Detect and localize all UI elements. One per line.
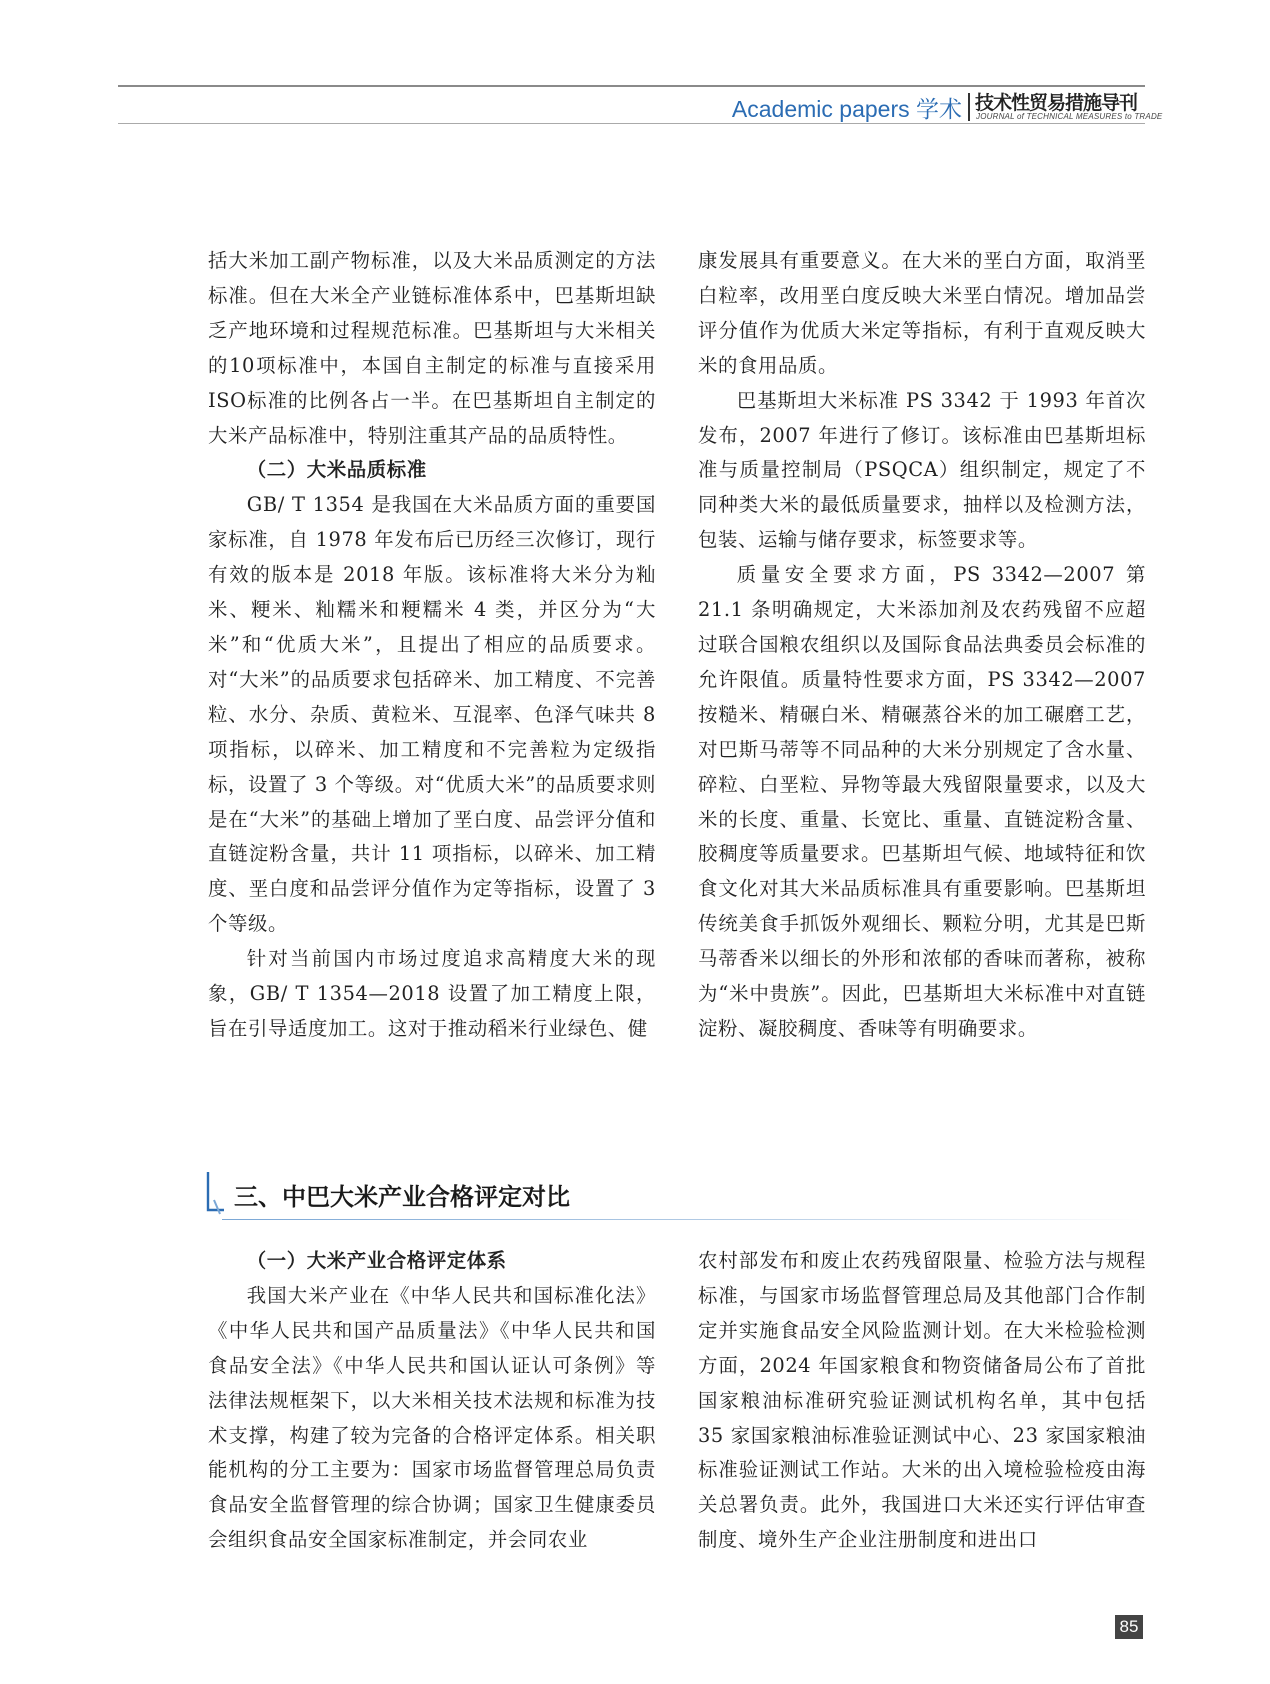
subsection-heading-conformity-system: （一）大米产业合格评定体系	[246, 1249, 507, 1272]
paragraph: 针对当前国内市场过度追求高精度大米的现象，GB/ T 1354—2018 设置了加工精度上限，旨在引导适度加工。这对于推动稻米行业绿色、健	[208, 947, 656, 1040]
page-number: 85	[1115, 1615, 1143, 1639]
paragraph: 巴基斯坦大米标准 PS 3342 于 1993 年首次发布，2007 年进行了修订。该标准由巴基斯坦标准与质量控制局（PSQCA）组织制定，规定了不同种类大米的最低质量要求，抽样以及检测方法，包装、运输与储存要求，标签要求等。	[698, 388, 1146, 552]
journal-title: 技术性贸易措施导刊	[975, 92, 1138, 114]
header-separator	[968, 93, 970, 121]
section-title: 三、中巴大米产业合格评定对比	[234, 1183, 570, 1211]
journal-subtitle: JOURNAL of TECHNICAL MEASURES to TRADE	[976, 112, 1163, 121]
header-top-rule	[118, 85, 1145, 87]
paragraph: 康发展具有重要意义。在大米的垩白方面，取消垩白粒率，改用垩白度反映大米垩白情况。增加品尝评分值作为优质大米定等指标，有利于直观反映大米的食用品质。	[698, 249, 1146, 377]
subsection-heading-rice-quality: （二）大米品质标准	[246, 458, 427, 482]
paragraph: 我国大米产业在《中华人民共和国标准化法》《中华人民共和国产品质量法》《中华人民共和国食品安全法》《中华人民共和国认证认可条例》等法律法规框架下，以大米相关技术法规和标准为技术支撑，构建了较为完备的合格评定体系。相关职能机构的分工主要为：国家市场监督管理总局负责食品安全监督管理的综合协调；国家卫生健康委员会组织食品安全国家标准制定，并会同农业	[208, 1283, 656, 1552]
column-left-top	[208, 244, 656, 1047]
column-right-top	[698, 244, 1146, 1047]
paragraph: GB/ T 1354 是我国在大米品质方面的重要国家标准，自 1978 年发布后已历经三次修订，现行有效的版本是 2018 年版。该标准将大米分为籼米、粳米、籼糯米和粳糯米 4 类，并区分为“大米”和“优质大米”，且提出了相应的品质要求。对“大米”的品质要求包括碎米、加工精度、不完善粒、水分、杂质、黄粒米、互混率、色泽气味共 8 项指标，以碎米、加工精度和不完善粒为定级指标，设置了 3 个等级。对“优质大米”的品质要求则是在“大米”的基础上增加了垩白度、品尝评分值和直链淀粉含量，共计 11 项指标，以碎米、加工精度、垩白度和品尝评分值作为定等指标，设置了 3 个等级。	[208, 493, 656, 936]
paragraph: 质量安全要求方面，PS 3342—2007 第 21.1 条明确规定，大米添加剂及农药残留不应超过联合国粮农组织以及国际食品法典委员会标准的允许限值。质量特性要求方面，PS 3342—2007 按糙米、精碾白米、精碾蒸谷米的加工碾磨工艺，对巴斯马蒂等不同品种的大米分别规定了含水量、碎粒、白垩粒、异物等最大残留限量要求，以及大米的长度、重量、长宽比、重量、直链淀粉含量、胶稠度等质量要求。巴基斯坦气候、地域特征和饮食文化对其大米品质标准具有重要影响。巴基斯坦传统美食手抓饭外观细长、颗粒分明，尤其是巴斯马蒂香米以细长的外形和浓郁的香味而著称，被称为“米中贵族”。因此，巴基斯坦大米标准中对直链淀粉、凝胶稠度、香味等有明确要求。	[698, 563, 1146, 1040]
paragraph: 括大米加工副产物标准，以及大米品质测定的方法标准。但在大米全产业链标准体系中，巴基斯坦缺乏产地环境和过程规范标准。巴基斯坦与大米相关的10项标准中，本国自主制定的标准与直接采用ISO标准的比例各占一半。在巴基斯坦自主制定的大米产品标准中，特别注重其产品的品质特性。	[208, 249, 656, 447]
section-bracket-icon	[204, 1170, 234, 1218]
paragraph: 农村部发布和废止农药残留限量、检验方法与规程标准，与国家市场监督管理总局及其他部门合作制定并实施食品安全风险监测计划。在大米检验检测方面，2024 年国家粮食和物资储备局公布了首批国家粮油标准研究验证测试机构名单，其中包括 35 家国家粮油标准验证测试中心、23 家国家粮油标准验证测试工作站。大米的出入境检验检疫由海关总署负责。此外，我国进口大米还实行评估审查制度、境外生产企业注册制度和进出口	[698, 1249, 1146, 1552]
header-section-label: Academic papers 学术	[731, 96, 962, 122]
column-left-bottom	[208, 1244, 656, 1558]
header-bottom-rule	[118, 123, 1145, 124]
column-right-bottom	[698, 1244, 1146, 1558]
section-rule	[222, 1219, 1142, 1220]
